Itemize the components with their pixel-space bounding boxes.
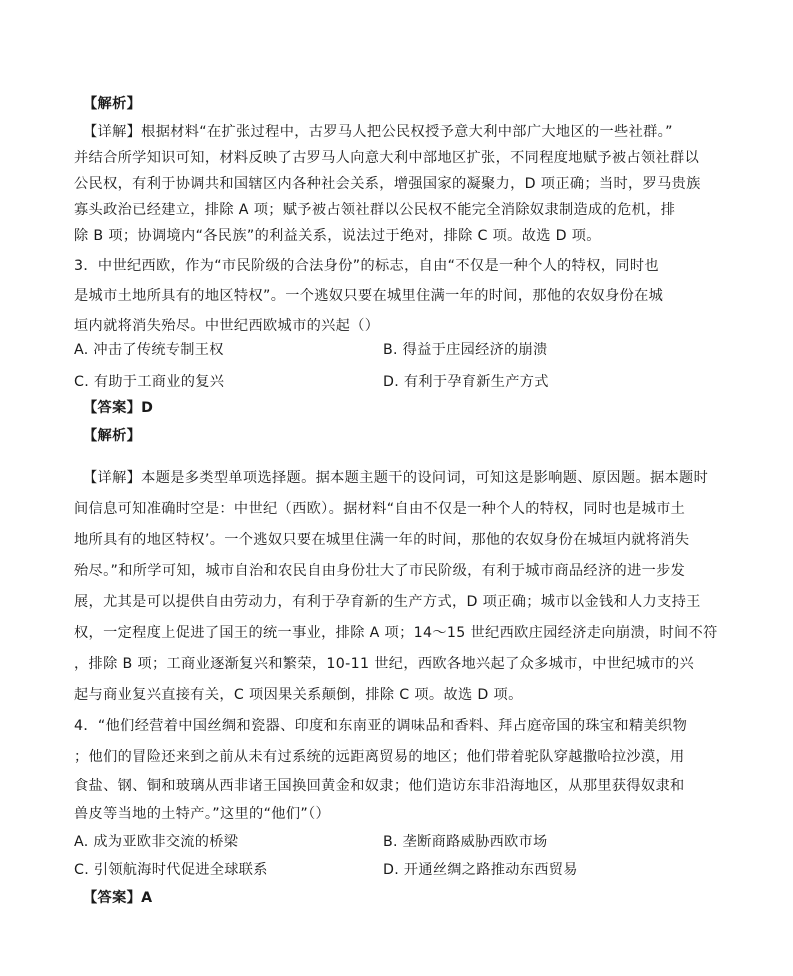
q4-stem-line-2: ；他们的冒险还来到之前从未有过系统的远距离贸易的地区；他们带着驼队穿越撒哈拉沙漠，用 (74, 749, 685, 765)
q3-option-b: B. 得益于庄园经济的崩溃 (383, 342, 548, 358)
q4-option-d: D. 开通丝绸之路推动东西贸易 (383, 862, 578, 878)
q2-analysis-line-1: 【详解】根据材料“在扩张过程中，古罗马人把公民权授予意大利中部广大地区的一些社群。” (83, 124, 673, 140)
q2-analysis-line-5: 除 B 项；协调境内“各民族”的利益关系，说法过于绝对，排除 C 项。故选 D 项。 (74, 228, 601, 244)
q3-analysis-line-2: 间信息可知准确时空是：中世纪（西欧）。据材料“自由不仅是一种个人的特权，同时也是城市土 (74, 501, 686, 517)
q4-stem-line-3: 食盐、钢、铜和玻璃从西非诸王国换回黄金和奴隶；他们造访东非沿海地区，从那里获得奴隶和 (74, 778, 685, 794)
q3-analysis-heading: 【解析】 (83, 428, 142, 444)
q2-analysis-line-2: 并结合所学知识可知，材料反映了古罗马人向意大利中部地区扩张，不同程度地赋予被占领社群以 (74, 150, 700, 166)
q4-stem-line-4: 兽皮等当地的土特产。”这里的“他们”（） (74, 806, 331, 822)
q3-option-a: A. 冲击了传统专制王权 (74, 342, 224, 358)
q3-answer: 【答案】D (83, 400, 154, 416)
q3-analysis-line-7: ，排除 B 项；工商业逐渐复兴和繁荣，10-11 世纪，西欧各地兴起了众多城市，中世纪城市的兴 (74, 656, 695, 672)
q3-analysis-line-3: 地所具有的地区特权’。一个逃奴只要在城里住满一年的时间，那他的农奴身份在城垣内就将消失 (74, 532, 690, 548)
q3-stem-line-1: 3．中世纪西欧，作为“市民阶级的合法身份”的标志，自由“不仅是一种个人的特权，同时也 (74, 258, 659, 274)
q3-stem-line-3: 垣内就将消失殆尽。中世纪西欧城市的兴起（） (74, 318, 380, 334)
q4-option-b: B. 垄断商路威胁西欧市场 (383, 834, 548, 850)
q3-option-c: C. 有助于工商业的复兴 (74, 374, 225, 390)
q4-answer: 【答案】A (83, 890, 153, 906)
q3-analysis-line-6: 权，一定程度上促进了国王的统一事业，排除 A 项；14～15 世纪西欧庄园经济走向崩溃，时间不符 (74, 625, 718, 641)
q2-analysis-line-4: 寡头政治已经建立，排除 A 项；赋予被占领社群以公民权不能完全消除奴隶制造成的危机，排 (74, 202, 676, 218)
q4-option-a: A. 成为亚欧非交流的桥梁 (74, 834, 239, 850)
q2-analysis-line-3: 公民权，有利于协调共和国辖区内各种社会关系，增强国家的凝聚力，D 项正确；当时，罗马贵族 (74, 176, 701, 192)
q3-analysis-line-5: 展，尤其是可以提供自由劳动力，有利于孕育新的生产方式，D 项正确；城市以金钱和人力支持王 (74, 594, 701, 610)
q3-stem-line-2: 是城市土地所具有的地区特权”。一个逃奴只要在城里住满一年的时间，那他的农奴身份在城 (74, 288, 664, 304)
q4-stem-line-1: 4．“他们经营着中国丝绸和瓷器、印度和东南亚的调味品和香料、拜占庭帝国的珠宝和精美织物 (74, 718, 688, 734)
q3-analysis-line-1: 【详解】本题是多类型单项选择题。据本题主题干的设问词，可知这是影响题、原因题。据本题时 (83, 470, 709, 486)
q3-analysis-line-8: 起与商业复兴直接有关，C 项因果关系颠倒，排除 C 项。故选 D 项。 (74, 687, 523, 703)
q3-analysis-line-4: 殆尽。”和所学可知，城市自治和农民自由身份壮大了市民阶级，有利于城市商品经济的进一步发 (74, 563, 686, 579)
q4-option-c: C. 引领航海时代促进全球联系 (74, 862, 268, 878)
q3-option-d: D. 有利于孕育新生产方式 (383, 374, 549, 390)
q2-analysis-heading: 【解析】 (83, 96, 142, 112)
